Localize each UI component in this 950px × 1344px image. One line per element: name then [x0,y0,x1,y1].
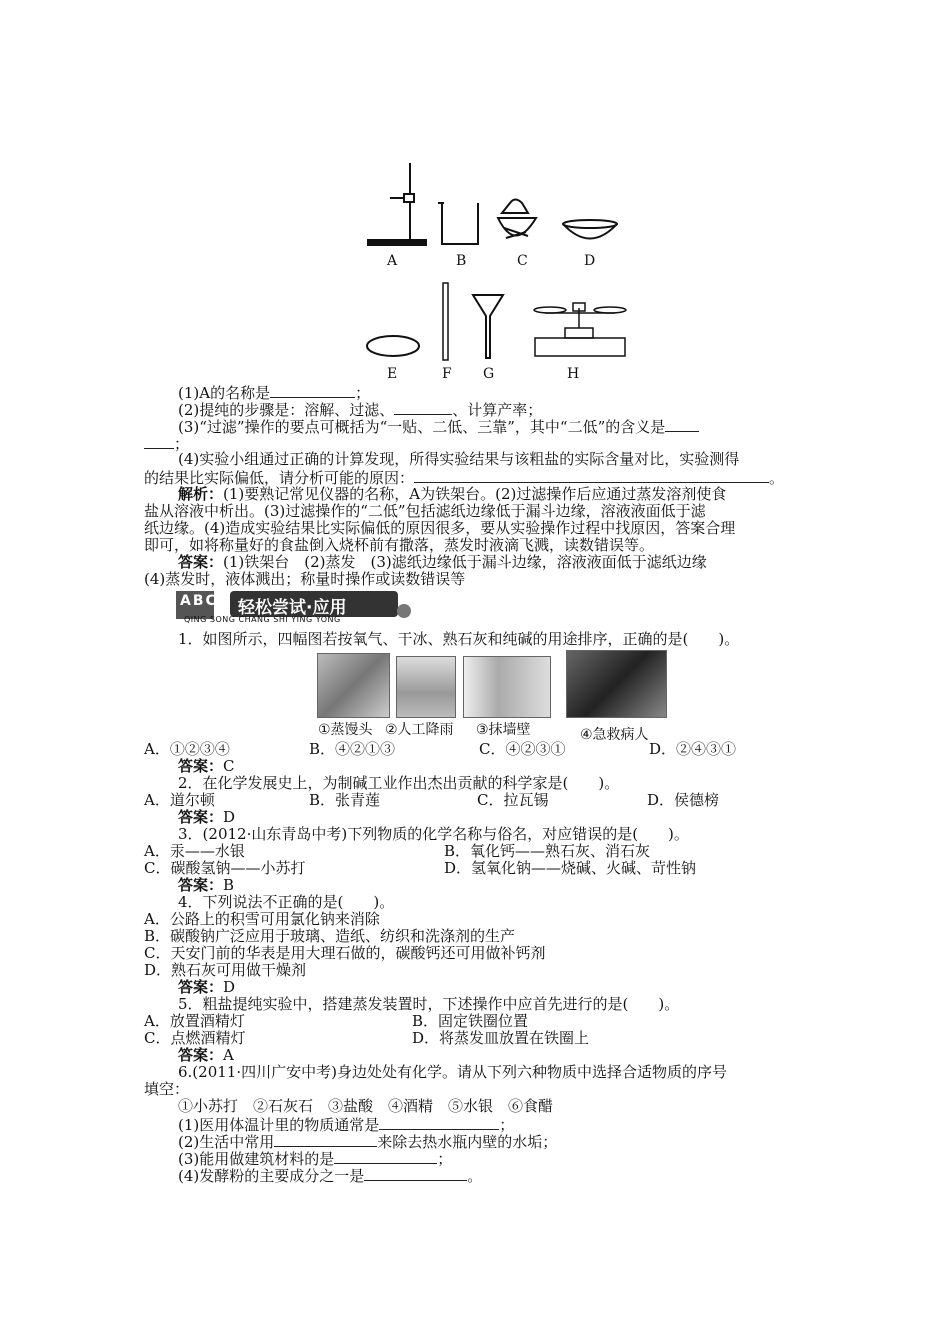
q3-options-row-1 [144,843,804,860]
answer-blank[interactable] [270,383,355,398]
option-b[interactable]: B．碳酸钠广泛应用于玻璃、造纸、纺织和洗涤剂的生产 [144,927,516,945]
q2-options [144,792,804,809]
q6-choices: ①小苏打 ②石灰石 ③盐酸 ④酒精 ⑤水银 ⑥食醋 [178,1097,554,1115]
figure-label-b: B [456,253,467,269]
q6-sub-4: (4)发酵粉的主要成分之一是 。 [178,1167,483,1185]
figure-label-f: F [442,366,452,382]
iron-stand-illustration [368,163,426,245]
caption-1: ①蒸馒头 [318,722,373,738]
watch-glass-illustration [367,336,419,356]
caption-2: ②人工降雨 [385,722,454,738]
q6-sub-1: (1)医用体温计里的物质通常是 ； [178,1116,515,1134]
q5-answer: 答案：A [178,1046,234,1064]
q5-stem: 5．粗盐提纯实验中，搭建蒸发装置时，下述操作中应首先进行的是( )。 [178,995,680,1013]
answer-blank[interactable] [274,1132,377,1147]
q5-options-row-1 [144,1013,804,1030]
analysis-line-4: 即可，如将称量好的食盐倒入烧杯前有撒落，蒸发时液滴飞溅，读数错误等。 [144,536,655,554]
option-a[interactable]: A．放置酒精灯 [144,1012,245,1030]
q2-answer: 答案：D [178,808,236,826]
q2-stem: 2．在化学发展史上，为制碱工业作出杰出贡献的科学家是( )。 [178,774,620,792]
q3-answer: 答案：B [178,876,235,894]
option-c[interactable]: C．④②③① [479,740,566,758]
rain-image [396,656,456,718]
q-sub-4-cont: 的结果比实际偏低，请分析可能的原因： 。 [144,469,785,487]
caption-3: ③抹墙壁 [476,722,531,738]
answer-blank[interactable] [144,434,174,449]
balance-illustration [534,303,626,356]
option-c[interactable]: C．碳酸氢钠——小苏打 [144,859,306,877]
option-c[interactable]: C．拉瓦锡 [477,791,549,809]
banner-title: 轻松尝试·应用 [238,598,347,618]
option-d[interactable]: D．氢氧化钠——烧碱、火碱、苛性钠 [444,859,697,877]
answer-line-2: (4)蒸发时，液体溅出；称量时操作或读数错误等 [144,570,466,588]
q6-stem: 6.(2011·四川广安中考)身边处处有化学。请从下列六种物质中选择合适物质的序号 [178,1063,727,1081]
banner-letters: ABC [180,593,218,609]
alcohol-lamp-illustration [498,200,536,239]
banner-pinyin: QING SONG CHANG SHI YING YONG [184,615,341,624]
option-a[interactable]: A．汞——水银 [144,842,245,860]
option-c[interactable]: C．天安门前的华表是用大理石做的，碳酸钙还可用做补钙剂 [144,944,546,962]
wall-painting-image [463,656,551,718]
figure-label-g: G [483,366,495,382]
q-sub-3: (3)“过滤”操作的要点可概括为“一贴、二低、三靠”，其中“二低”的含义是 [178,417,838,436]
option-b[interactable]: B．张青莲 [309,791,381,809]
option-d[interactable]: D．侯德榜 [647,791,720,809]
q6-stem-cont: 填空： [144,1080,190,1098]
option-a[interactable]: A．公路上的积雪可用氯化钠来消除 [144,910,380,928]
beaker-illustration [438,203,478,244]
option-d[interactable]: D．熟石灰可用做干燥剂 [144,961,307,979]
option-d[interactable]: D．②④③① [649,740,737,758]
q5-options-row-2 [144,1030,804,1047]
option-c[interactable]: C．点燃酒精灯 [144,1029,246,1047]
patient-image [566,650,667,718]
glass-rod-illustration [443,283,448,360]
section-banner [176,585,416,627]
answer-blank[interactable] [334,1149,437,1164]
figure-label-h: H [567,366,580,382]
figure-label-d: D [584,253,596,269]
option-d[interactable]: D．将蒸发皿放置在铁圈上 [412,1029,590,1047]
q-sub-3-cont: ； [144,434,804,453]
figure-label-c: C [517,253,528,269]
option-a[interactable]: A．道尔顿 [144,791,215,809]
option-b[interactable]: B．氧化钙——熟石灰、消石灰 [444,842,651,860]
steamed-bun-image [317,653,390,718]
option-b[interactable]: B．④②①③ [309,740,396,758]
funnel-illustration [473,295,503,358]
q-sub-2: (2)提纯的步骤是：溶解、过滤、 、计算产率； [178,401,543,419]
q-sub-4: (4)实验小组通过正确的计算发现，所得实验结果与该粗盐的实际含量对比，实验测得 [178,450,740,468]
analysis-line-2: 盐从溶液中析出。(3)过滤操作的“二低”包括滤纸边缘低于漏斗边缘，溶液液面低于滤 [144,502,706,520]
answer-blank[interactable] [394,400,452,415]
analysis-line-1: 解析：(1)要熟记常见仪器的名称，A为铁架台。(2)过滤操作后应通过蒸发溶剂使食 [178,485,727,503]
figure-label-a: A [387,253,398,269]
q6-sub-2: (2)生活中常用 来除去热水瓶内壁的水垢； [178,1133,558,1151]
answer-line-1: 答案：(1)铁架台 (2)蒸发 (3)滤纸边缘低于漏斗边缘，溶液液面低于滤纸边缘 [178,553,707,571]
q1-answer: 答案：C [178,757,235,775]
analysis-line-3: 纸边缘。(4)造成实验结果比实际偏低的原因很多，要从实验操作过程中找原因，答案合理 [144,519,736,537]
q-sub-1: (1)A的名称是 ； [178,384,371,402]
answer-blank[interactable] [665,417,699,432]
q6-sub-3: (3)能用做建筑材料的是 ； [178,1150,453,1168]
q4-stem: 4．下列说法不正确的是( )。 [178,893,395,911]
evaporating-dish-illustration [563,220,617,239]
q3-options-row-2 [144,860,804,877]
answer-blank[interactable] [364,1166,467,1181]
figure-label-e: E [387,366,398,382]
q1-stem: 1．如图所示，四幅图若按氧气、干冰、熟石灰和纯碱的用途排序，正确的是( )。 [178,630,740,648]
q3-stem: 3．(2012·山东青岛中考)下列物质的化学名称与俗名，对应错误的是( )。 [178,825,689,843]
option-b[interactable]: B．固定铁圈位置 [412,1012,529,1030]
q1-options [144,741,804,758]
caption-4: ④急救病人 [580,727,649,743]
option-a[interactable]: A．①②③④ [144,740,230,758]
answer-blank[interactable] [414,468,769,483]
q4-answer: 答案：D [178,978,236,996]
answer-blank[interactable] [379,1115,499,1130]
